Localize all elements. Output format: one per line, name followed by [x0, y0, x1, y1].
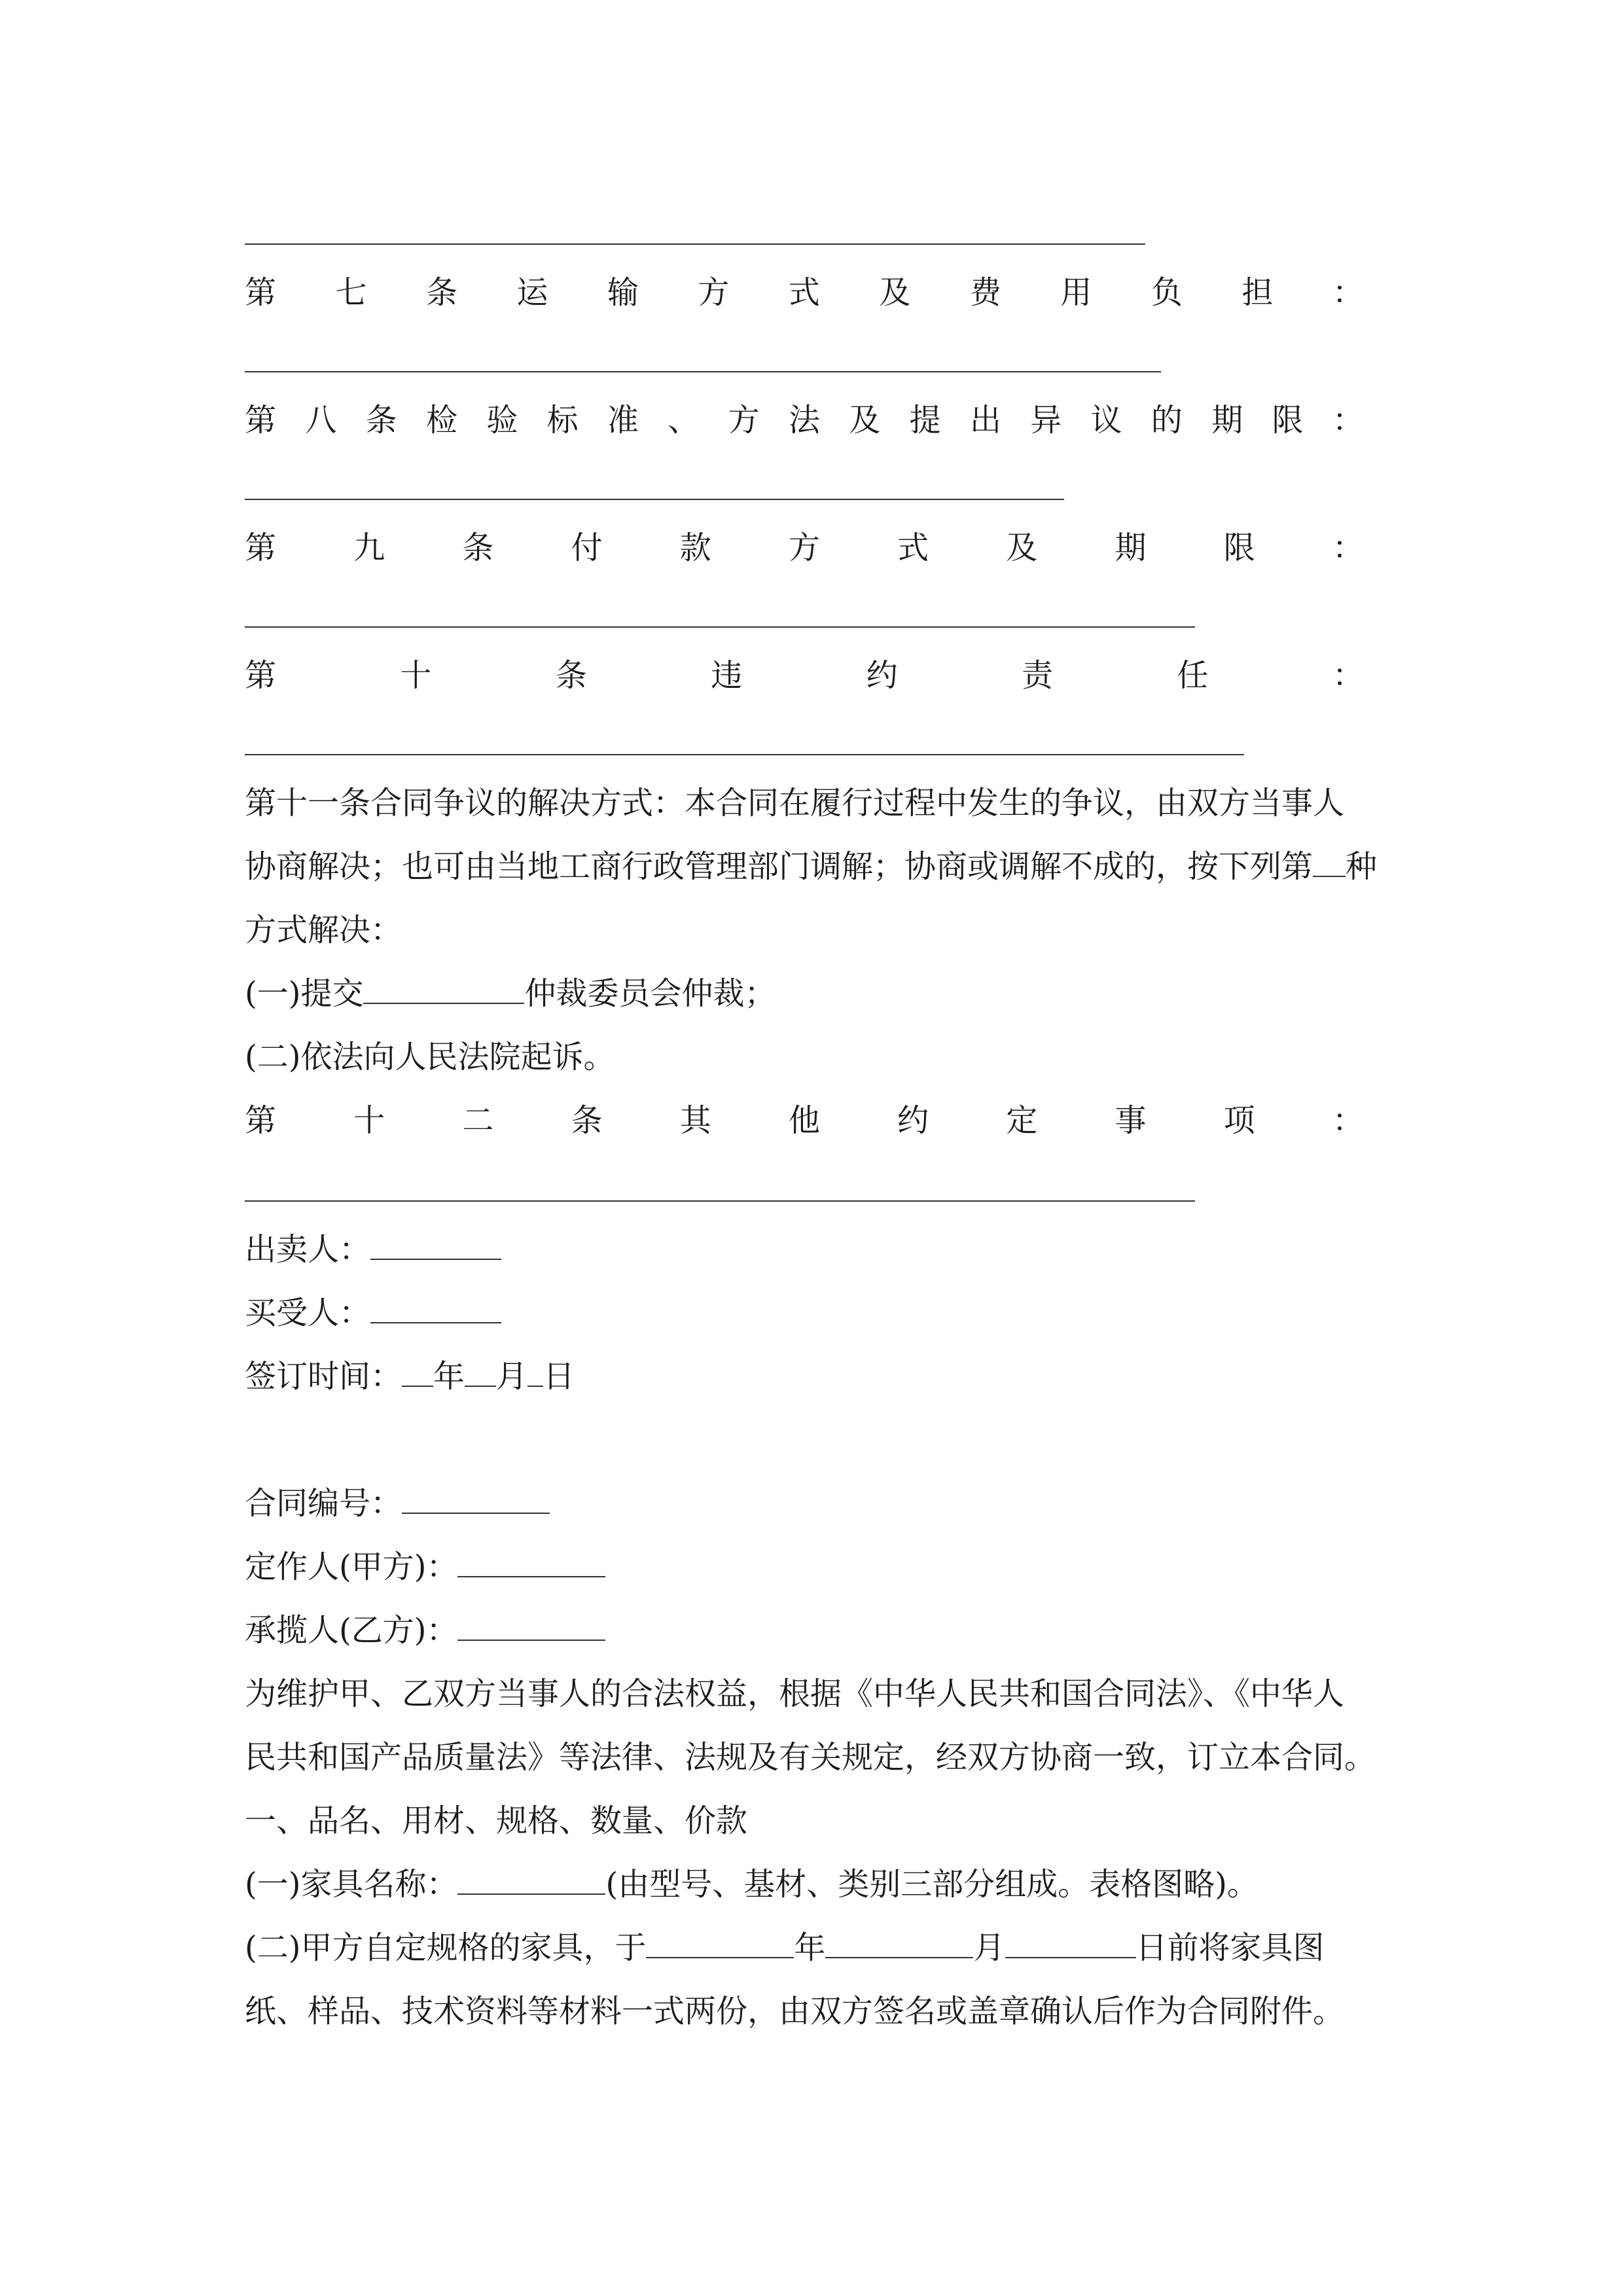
blank-field	[1005, 1928, 1136, 1958]
heading-char: 任	[1177, 657, 1209, 694]
date-unit: 月	[973, 1929, 1005, 1966]
heading-char: 法	[788, 402, 820, 439]
section-1-heading: 一、品名、用材、规格、数量、价款	[245, 1803, 748, 1839]
option-text: 仲裁委员会仲裁；	[524, 975, 776, 1012]
date-unit: 日	[543, 1358, 575, 1395]
date-unit: 年	[433, 1358, 465, 1395]
heading-char: 款	[679, 529, 711, 566]
article-11-text: 协商解决；也可由当地工商行政管理部门调解；协商或调解不成的，按下列第	[245, 848, 1313, 885]
blank-field	[457, 1611, 605, 1641]
heading-char: 定	[1006, 1102, 1038, 1139]
heading-char: 输	[607, 274, 639, 311]
option-text: (一)提交	[245, 975, 364, 1012]
heading-char: 限	[1223, 529, 1255, 566]
article-11-option-2: (二)依法向人民法院起诉。	[245, 1039, 615, 1075]
blank-field	[465, 1357, 496, 1387]
heading-char: 议	[1090, 402, 1122, 439]
item-2-line	[245, 1928, 1325, 1967]
heading-char: 方	[698, 274, 730, 311]
heading-char: 限	[1272, 402, 1304, 439]
heading-char: 他	[788, 1102, 820, 1139]
intro-line-1: 为维护甲、乙双方当事人的合法权益，根据《中华人民共和国合同法》、《中华人	[245, 1676, 1345, 1712]
blank-field	[402, 1484, 550, 1514]
blank-field	[646, 1928, 794, 1958]
fill-line	[245, 626, 1195, 628]
heading-char: 条	[555, 657, 587, 694]
heading-char: 标	[546, 402, 579, 439]
heading-char: ：	[1332, 529, 1364, 566]
party-a-line	[245, 1547, 605, 1587]
fill-line	[245, 243, 1145, 245]
blank-field	[527, 1357, 543, 1387]
heading-char: 其	[679, 1102, 711, 1139]
article-11-line-1: 第十一条合同争议的解决方式：本合同在履行过程中发生的争议，由双方当事人	[245, 785, 1345, 821]
article-11-line-3: 方式解决：	[245, 912, 402, 948]
heading-char: 费	[969, 274, 1001, 311]
blank-field	[370, 1230, 501, 1260]
heading-char: ：	[1332, 402, 1364, 439]
heading-char: 、	[668, 402, 700, 439]
heading-char: 方	[728, 402, 760, 439]
article-11-text: 种	[1346, 848, 1378, 885]
article-12-heading	[245, 1101, 1364, 1140]
buyer-line	[245, 1293, 501, 1333]
blank-field	[1313, 847, 1346, 877]
heading-char: 出	[969, 402, 1001, 439]
heading-char: 第	[245, 1102, 277, 1139]
fill-line	[245, 1200, 1195, 1202]
heading-char: 第	[245, 529, 277, 566]
fill-line	[245, 754, 1244, 755]
heading-char: 式	[897, 529, 929, 566]
heading-char: 约	[866, 657, 898, 694]
blank-field	[457, 1865, 605, 1895]
item-2-line-2: 纸、样品、技术资料等材料一式两份，由双方签名或盖章确认后作为合同附件。	[245, 1993, 1345, 2030]
item-text: 日前将家具图	[1135, 1929, 1325, 1966]
heading-char: 提	[909, 402, 941, 439]
heading-char: 八	[305, 402, 337, 439]
blank-field	[363, 974, 524, 1004]
party-a-label: 定作人(甲方)：	[245, 1549, 458, 1585]
fill-line	[245, 499, 1064, 500]
blank-field	[370, 1293, 501, 1323]
heading-char: 七	[335, 274, 367, 311]
seller-label: 出卖人：	[245, 1231, 371, 1268]
contract-number-label: 合同编号：	[245, 1485, 402, 1522]
article-7-heading	[245, 273, 1364, 312]
heading-char: 第	[245, 402, 277, 439]
heading-char: 期	[1211, 402, 1243, 439]
article-11-line-2	[245, 847, 1377, 886]
party-b-label: 承揽人(乙方)：	[245, 1612, 458, 1649]
item-text: (由型号、基材、类别三部分组成。表格图略)。	[605, 1866, 1258, 1903]
article-10-heading	[245, 656, 1364, 695]
heading-char: 的	[1150, 402, 1183, 439]
contract-number-line	[245, 1484, 550, 1523]
heading-char: 期	[1115, 529, 1147, 566]
intro-line-2: 民共和国产品质量法》等法律、法规及有关规定，经双方协商一致，订立本合同。	[245, 1739, 1376, 1776]
date-unit: 月	[496, 1358, 528, 1395]
heading-char: 第	[245, 657, 277, 694]
heading-char: 异	[1030, 402, 1062, 439]
buyer-label: 买受人：	[245, 1295, 371, 1331]
heading-char: 条	[571, 1102, 603, 1139]
article-8-heading	[245, 401, 1364, 440]
heading-char: 运	[516, 274, 548, 311]
heading-char: 准	[607, 402, 639, 439]
item-1-line	[245, 1865, 1258, 1904]
heading-char: ：	[1332, 657, 1364, 694]
heading-char: 负	[1150, 274, 1183, 311]
heading-char: 条	[365, 402, 397, 439]
heading-char: ：	[1332, 274, 1364, 311]
heading-char: 方	[788, 529, 820, 566]
sign-date-line	[245, 1357, 575, 1396]
heading-char: 条	[462, 529, 494, 566]
item-text: (二)甲方自定规格的家具，于	[245, 1929, 647, 1966]
heading-char: 约	[897, 1102, 929, 1139]
heading-char: 第	[245, 274, 277, 311]
heading-char: 事	[1115, 1102, 1147, 1139]
blank-field	[825, 1928, 973, 1958]
seller-line	[245, 1230, 501, 1269]
heading-char: 二	[462, 1102, 494, 1139]
heading-char: 担	[1241, 274, 1274, 311]
article-11-option-1	[245, 974, 776, 1013]
heading-char: 式	[788, 274, 820, 311]
heading-char: 用	[1060, 274, 1092, 311]
heading-char: 条	[425, 274, 457, 311]
blank-field	[457, 1547, 605, 1577]
heading-char: 十	[400, 657, 432, 694]
party-b-line	[245, 1611, 605, 1650]
date-unit: 年	[794, 1929, 826, 1966]
heading-char: 违	[711, 657, 743, 694]
heading-char: 检	[425, 402, 457, 439]
item-text: (一)家具名称：	[245, 1866, 458, 1903]
heading-char: 责	[1022, 657, 1054, 694]
article-9-heading	[245, 528, 1364, 567]
blank-field	[402, 1357, 433, 1387]
heading-char: 及	[1006, 529, 1038, 566]
heading-char: ：	[1332, 1102, 1364, 1139]
sign-date-label: 签订时间：	[245, 1358, 402, 1395]
heading-char: 及	[879, 274, 911, 311]
heading-char: 验	[486, 402, 518, 439]
heading-char: 及	[849, 402, 881, 439]
heading-char: 项	[1223, 1102, 1255, 1139]
heading-char: 九	[353, 529, 385, 566]
fill-line	[245, 371, 1161, 372]
heading-char: 付	[571, 529, 603, 566]
heading-char: 十	[353, 1102, 385, 1139]
